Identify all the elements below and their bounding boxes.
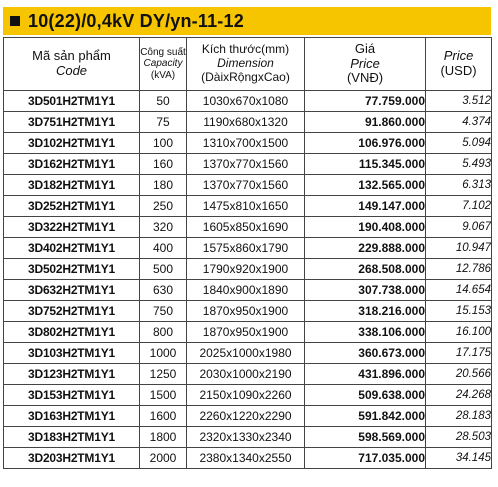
- dimension-cell: 2380x1340x2550: [187, 448, 305, 469]
- capacity-cell: 180: [140, 175, 187, 196]
- capacity-cell: 50: [140, 91, 187, 112]
- header-price-usd-unit: (USD): [440, 63, 477, 78]
- capacity-cell: 500: [140, 259, 187, 280]
- price-vnd-cell: 360.673.000: [305, 343, 426, 364]
- price-usd-cell: 12.786: [426, 259, 492, 280]
- product-code-cell: 3D402H2TM1Y1: [4, 238, 140, 259]
- capacity-cell: 800: [140, 322, 187, 343]
- price-usd-cell: 24.268: [426, 385, 492, 406]
- table-row: [4, 406, 492, 427]
- price-vnd-cell: 115.345.000: [305, 154, 426, 175]
- price-usd-cell: 16.100: [426, 322, 492, 343]
- dimension-cell: 1575x860x1790: [187, 238, 305, 259]
- price-vnd-cell: 717.035.000: [305, 448, 426, 469]
- header-capacity: [140, 38, 187, 91]
- price-vnd-cell: 149.147.000: [305, 196, 426, 217]
- dimension-cell: 2260x1220x2290: [187, 406, 305, 427]
- price-vnd-cell: 318.216.000: [305, 301, 426, 322]
- bullet-square-icon: [10, 16, 20, 26]
- price-usd-cell: 28.183: [426, 406, 492, 427]
- product-code-cell: 3D123H2TM1Y1: [4, 364, 140, 385]
- header-code-vi: Mã sản phẩm: [32, 48, 111, 64]
- table-row: [4, 427, 492, 448]
- price-usd-cell: 15.153: [426, 301, 492, 322]
- price-vnd-cell: 338.106.000: [305, 322, 426, 343]
- product-code-cell: 3D252H2TM1Y1: [4, 196, 140, 217]
- header-price-vnd-en: Price: [350, 55, 380, 71]
- dimension-cell: 1790x920x1900: [187, 259, 305, 280]
- capacity-cell: 2000: [140, 448, 187, 469]
- price-vnd-cell: 190.408.000: [305, 217, 426, 238]
- price-usd-cell: 14.654: [426, 280, 492, 301]
- header-capacity-vi: Công suất: [140, 46, 186, 58]
- table-row: [4, 259, 492, 280]
- capacity-cell: 160: [140, 154, 187, 175]
- dimension-cell: 1870x950x1900: [187, 322, 305, 343]
- price-table: [3, 37, 492, 469]
- price-usd-cell: 9.067: [426, 217, 492, 238]
- price-vnd-cell: 229.888.000: [305, 238, 426, 259]
- product-code-cell: 3D163H2TM1Y1: [4, 406, 140, 427]
- header-price-vnd-unit: (VNĐ): [346, 70, 384, 86]
- price-usd-cell: 6.313: [426, 175, 492, 196]
- price-usd-cell: 5.094: [426, 133, 492, 154]
- capacity-cell: 1800: [140, 427, 187, 448]
- product-code-cell: 3D752H2TM1Y1: [4, 301, 140, 322]
- capacity-cell: 750: [140, 301, 187, 322]
- dimension-cell: 2025x1000x1980: [187, 343, 305, 364]
- table-row: [4, 238, 492, 259]
- table-row: [4, 91, 492, 112]
- capacity-cell: 320: [140, 217, 187, 238]
- dimension-cell: 2030x1000x2190: [187, 364, 305, 385]
- page-title: 10(22)/0,4kV DY/yn-11-12: [28, 10, 244, 31]
- product-code-cell: 3D802H2TM1Y1: [4, 322, 140, 343]
- product-code-cell: 3D322H2TM1Y1: [4, 217, 140, 238]
- price-usd-cell: 5.493: [426, 154, 492, 175]
- dimension-cell: 1310x700x1500: [187, 133, 305, 154]
- product-code-cell: 3D153H2TM1Y1: [4, 385, 140, 406]
- price-usd-cell: 17.175: [426, 343, 492, 364]
- header-dimension-sub: (DàixRộngxCao): [201, 69, 290, 84]
- dimension-cell: 1870x950x1900: [187, 301, 305, 322]
- product-code-cell: 3D501H2TM1Y1: [4, 91, 140, 112]
- price-vnd-cell: 91.860.000: [305, 112, 426, 133]
- product-code-cell: 3D102H2TM1Y1: [4, 133, 140, 154]
- dimension-cell: 1840x900x1890: [187, 280, 305, 301]
- table-row: [4, 364, 492, 385]
- table-row: [4, 385, 492, 406]
- price-vnd-cell: 77.759.000: [305, 91, 426, 112]
- price-vnd-cell: 591.842.000: [305, 406, 426, 427]
- price-vnd-cell: 132.565.000: [305, 175, 426, 196]
- price-vnd-cell: 268.508.000: [305, 259, 426, 280]
- capacity-cell: 100: [140, 133, 187, 154]
- dimension-cell: 2320x1330x2340: [187, 427, 305, 448]
- header-price-vnd-vi: Giá: [354, 40, 376, 56]
- table-row: [4, 343, 492, 364]
- header-code-en: Code: [55, 63, 88, 78]
- capacity-cell: 400: [140, 238, 187, 259]
- price-usd-cell: 3.512: [426, 91, 492, 112]
- price-usd-cell: 7.102: [426, 196, 492, 217]
- header-dimension: [187, 38, 305, 91]
- price-vnd-cell: 598.569.000: [305, 427, 426, 448]
- header-code: [4, 38, 140, 91]
- table-row: [4, 133, 492, 154]
- table-header-row: [4, 38, 492, 91]
- header-dimension-en: Dimension: [217, 56, 274, 71]
- table-row: [4, 154, 492, 175]
- price-usd-cell: 20.566: [426, 364, 492, 385]
- dimension-cell: 2150x1090x2260: [187, 385, 305, 406]
- price-vnd-cell: 431.896.000: [305, 364, 426, 385]
- price-usd-cell: 34.145: [426, 448, 492, 469]
- product-code-cell: 3D751H2TM1Y1: [4, 112, 140, 133]
- table-row: [4, 280, 492, 301]
- header-capacity-unit: (kVA): [150, 69, 176, 81]
- table-row: [4, 175, 492, 196]
- table-body: [4, 91, 492, 469]
- product-code-cell: 3D632H2TM1Y1: [4, 280, 140, 301]
- dimension-cell: 1370x770x1560: [187, 154, 305, 175]
- header-dimension-vi: Kích thước(mm): [201, 42, 290, 57]
- capacity-cell: 250: [140, 196, 187, 217]
- capacity-cell: 1250: [140, 364, 187, 385]
- product-code-cell: 3D162H2TM1Y1: [4, 154, 140, 175]
- table-row: [4, 196, 492, 217]
- capacity-cell: 75: [140, 112, 187, 133]
- product-code-cell: 3D182H2TM1Y1: [4, 175, 140, 196]
- table-row: [4, 322, 492, 343]
- product-code-cell: 3D183H2TM1Y1: [4, 427, 140, 448]
- capacity-cell: 1600: [140, 406, 187, 427]
- header-price-vnd: [305, 38, 426, 91]
- title-bar: [3, 7, 491, 35]
- price-vnd-cell: 509.638.000: [305, 385, 426, 406]
- dimension-cell: 1190x680x1320: [187, 112, 305, 133]
- product-code-cell: 3D203H2TM1Y1: [4, 448, 140, 469]
- product-code-cell: 3D502H2TM1Y1: [4, 259, 140, 280]
- price-vnd-cell: 307.738.000: [305, 280, 426, 301]
- capacity-cell: 630: [140, 280, 187, 301]
- dimension-cell: 1605x850x1690: [187, 217, 305, 238]
- capacity-cell: 1500: [140, 385, 187, 406]
- product-code-cell: 3D103H2TM1Y1: [4, 343, 140, 364]
- table-row: [4, 301, 492, 322]
- dimension-cell: 1370x770x1560: [187, 175, 305, 196]
- dimension-cell: 1030x670x1080: [187, 91, 305, 112]
- table-row: [4, 448, 492, 469]
- capacity-cell: 1000: [140, 343, 187, 364]
- price-usd-cell: 4.374: [426, 112, 492, 133]
- header-price-usd-en: Price: [443, 48, 474, 64]
- price-usd-cell: 10.947: [426, 238, 492, 259]
- dimension-cell: 1475x810x1650: [187, 196, 305, 217]
- table-row: [4, 112, 492, 133]
- table-row: [4, 217, 492, 238]
- header-price-usd: [426, 38, 492, 91]
- price-usd-cell: 28.503: [426, 427, 492, 448]
- price-vnd-cell: 106.976.000: [305, 133, 426, 154]
- header-capacity-en: Capacity: [143, 58, 183, 70]
